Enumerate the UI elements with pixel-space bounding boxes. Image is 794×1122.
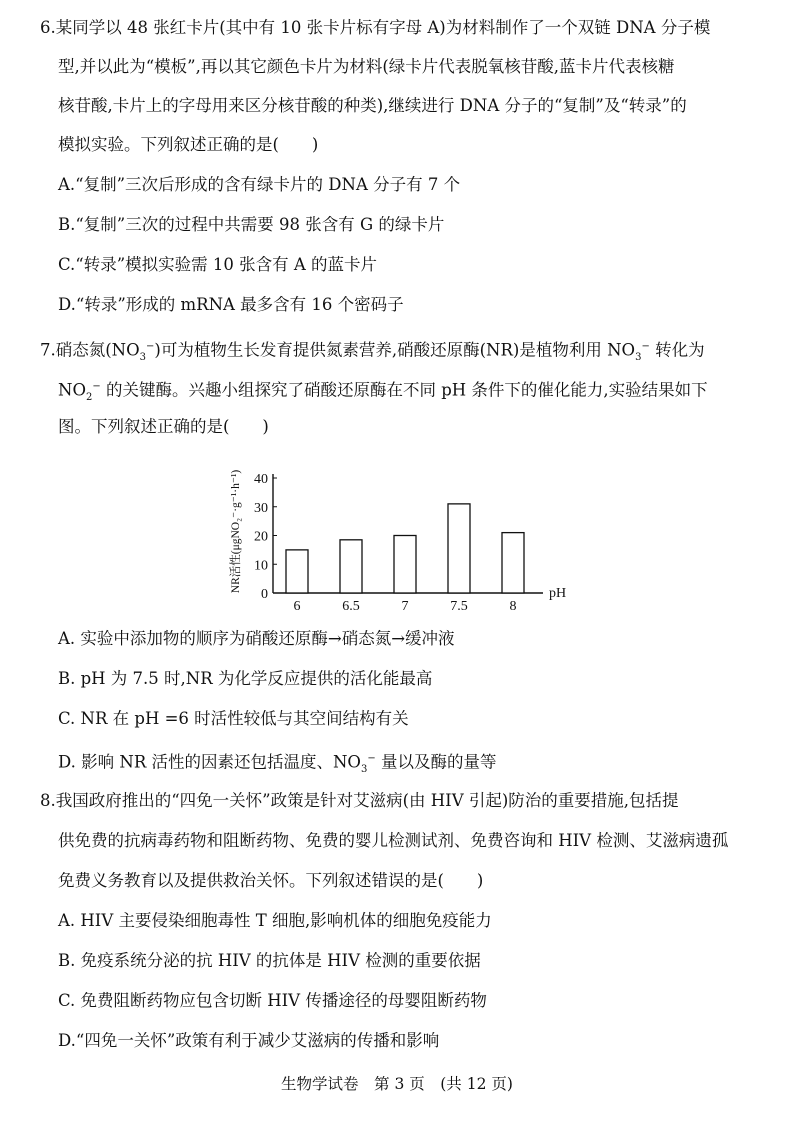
y-tick-label: 40 bbox=[254, 472, 268, 487]
q8-option-d: D.“四免一关怀”政策有利于减少艾滋病的传播和影响 bbox=[58, 1031, 440, 1050]
x-tick-label: 6.5 bbox=[342, 599, 360, 614]
q7-text-part: 转化为 bbox=[649, 340, 705, 360]
y-axis-label: NR活性(μgNO₂⁻·g⁻¹·h⁻¹) bbox=[230, 469, 242, 594]
y-tick-label: 20 bbox=[254, 529, 268, 545]
q8-option-b: B. 免疫系统分泌的抗 HIV 的抗体是 HIV 检测的重要依据 bbox=[58, 951, 481, 970]
x-axis-label: pH bbox=[549, 586, 567, 601]
q6-option-b: B.“复制”三次的过程中共需要 98 张含有 G 的绿卡片 bbox=[58, 215, 445, 234]
bar-ph-7.5 bbox=[448, 504, 470, 593]
q7-option-d-text: D. 影响 NR 活性的因素还包括温度、NO bbox=[58, 752, 361, 772]
x-tick-label: 8 bbox=[509, 599, 517, 614]
bar-ph-8 bbox=[502, 533, 524, 593]
q8-option-c: C. 免费阻断药物应包含切断 HIV 传播途径的母婴阻断药物 bbox=[58, 991, 487, 1010]
page-footer: 生物学试卷 第 3 页 (共 12 页) bbox=[281, 1075, 513, 1093]
q7-text-part: )可为植物生长发育提供氮素营养,硝酸还原酶(NR)是植物利用 NO bbox=[154, 340, 636, 360]
q8-stem-line-2: 供免费的抗病毒药物和阻断药物、免费的婴儿检测试剂、免费咨询和 HIV 检测、艾滋病遗孤 bbox=[58, 831, 729, 850]
bar-ph-6.5 bbox=[340, 540, 362, 593]
q7-option-d-text: 量以及酶的量等 bbox=[375, 752, 497, 772]
q7-stem-line-1 bbox=[40, 336, 705, 369]
q7-option-c: C. NR 在 pH =6 时活性较低与其空间结构有关 bbox=[58, 709, 409, 728]
y-tick-label: 10 bbox=[254, 558, 268, 574]
q6-stem-line-1: 6.某同学以 48 张红卡片(其中有 10 张卡片标有字母 A)为材料制作了一个双链 DNA 分子模 bbox=[40, 18, 711, 37]
q7-stem-line-2 bbox=[58, 376, 708, 409]
q6-stem-line-3: 核苷酸,卡片上的字母用来区分核苷酸的种类),继续进行 DNA 分子的“复制”及“转录”的 bbox=[58, 96, 687, 115]
q8-stem-line-1: 8.我国政府推出的“四免一关怀”政策是针对艾滋病(由 HIV 引起)防治的重要措施,包括提 bbox=[40, 791, 679, 810]
nitrate-formula: $_3$− bbox=[139, 341, 155, 363]
q7-text-part: 7.硝态氮(NO bbox=[40, 340, 140, 360]
q7-text-part: 的关键酶。兴趣小组探究了硝酸还原酶在不同 pH 条件下的催化能力,实验结果如下 bbox=[100, 380, 708, 400]
q6-option-a: A.“复制”三次后形成的含有绿卡片的 DNA 分子有 7 个 bbox=[58, 175, 461, 194]
x-tick-label: 6 bbox=[293, 599, 301, 614]
y-tick-label: 0 bbox=[261, 587, 268, 602]
q6-option-c: C.“转录”模拟实验需 10 张含有 A 的蓝卡片 bbox=[58, 255, 378, 274]
q6-stem-line-4: 模拟实验。下列叙述正确的是( ) bbox=[58, 135, 319, 154]
q6-option-d: D.“转录”形成的 mRNA 最多含有 16 个密码子 bbox=[58, 295, 404, 314]
nitrate-formula: $_3$− bbox=[360, 753, 376, 775]
nr-activity-bar-chart bbox=[225, 460, 585, 620]
q7-option-a: A. 实验中添加物的顺序为硝酸还原酶→硝态氮→缓冲液 bbox=[58, 629, 455, 648]
q6-stem-line-2: 型,并以此为“模板”,再以其它颜色卡片为材料(绿卡片代表脱氧核苷酸,蓝卡片代表核糖 bbox=[58, 57, 675, 76]
q7-text-part: NO bbox=[58, 380, 86, 400]
x-tick-label: 7.5 bbox=[450, 599, 468, 614]
nitrite-formula: $_2$− bbox=[85, 381, 101, 403]
bar-ph-6 bbox=[286, 550, 308, 593]
q7-option-b: B. pH 为 7.5 时,NR 为化学反应提供的活化能最高 bbox=[58, 669, 433, 688]
x-tick-label: 7 bbox=[401, 599, 409, 614]
q8-stem-line-3: 免费义务教育以及提供救治关怀。下列叙述错误的是( ) bbox=[58, 871, 484, 890]
q7-stem-line-3: 图。下列叙述正确的是( ) bbox=[58, 417, 269, 436]
nitrate-formula: $_3$− bbox=[635, 341, 650, 363]
y-tick-label: 30 bbox=[254, 500, 268, 516]
q8-option-a: A. HIV 主要侵染细胞毒性 T 细胞,影响机体的细胞免疫能力 bbox=[58, 911, 492, 930]
q7-option-d bbox=[58, 748, 496, 781]
bar-ph-7 bbox=[394, 536, 416, 594]
